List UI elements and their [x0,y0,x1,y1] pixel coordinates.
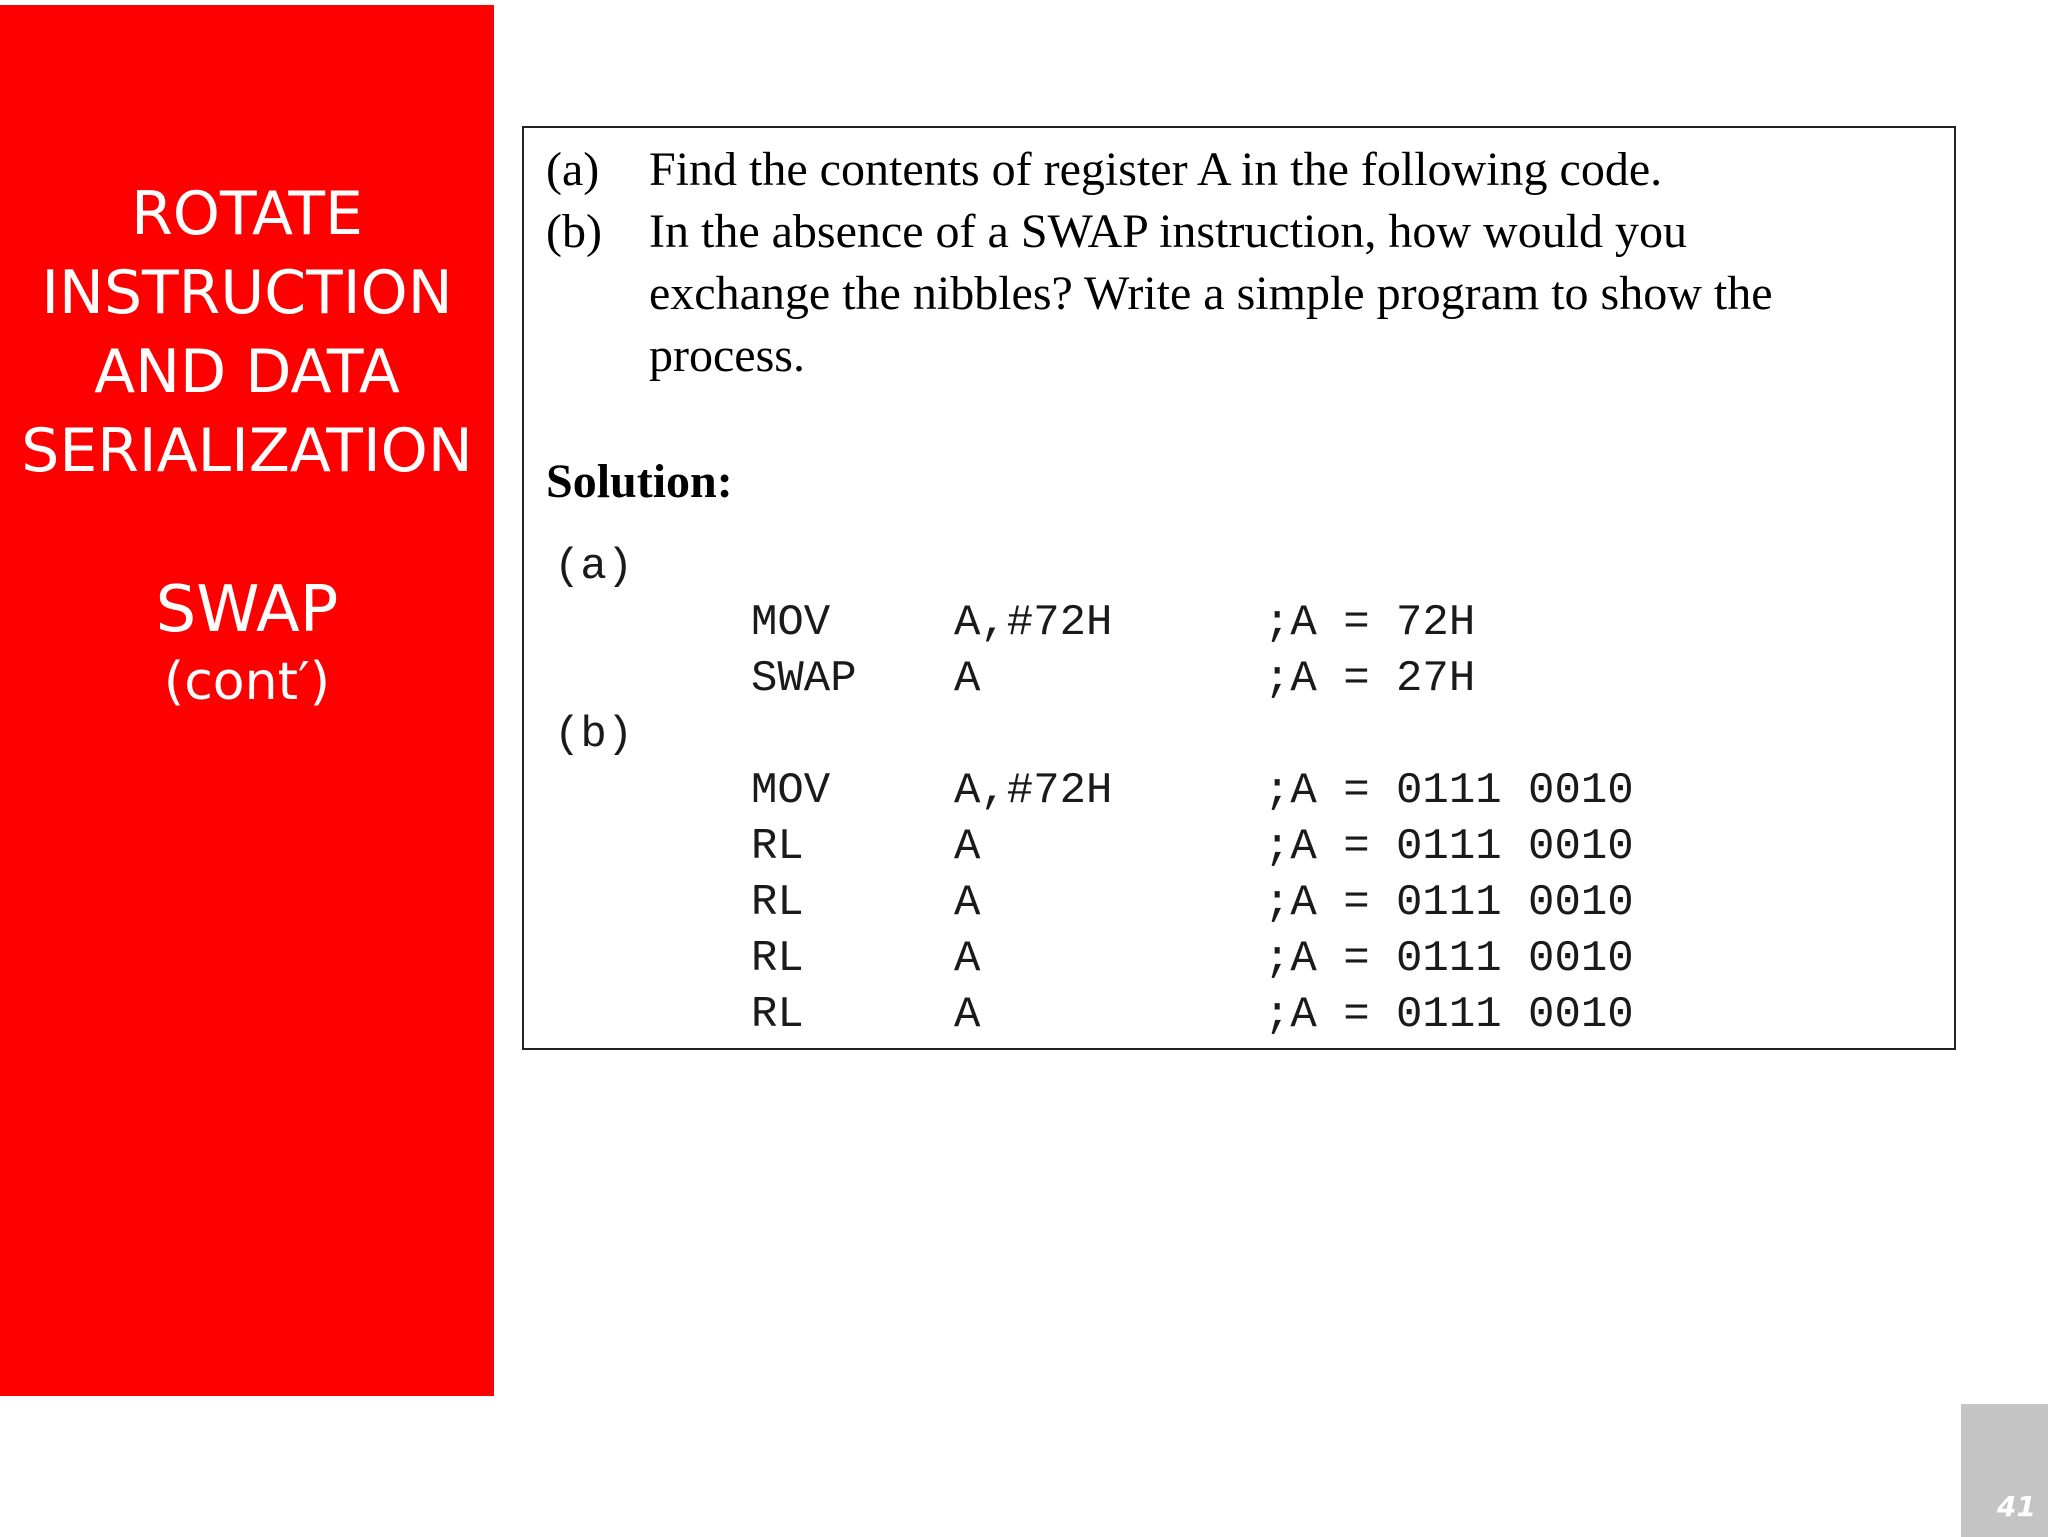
code-op: RL [751,934,804,984]
question-text: process. [649,329,805,382]
code-comment: ;A = 0111 0010 [1264,990,1634,1040]
section-sidebar [0,5,494,1396]
page-number: 41 [1997,1490,2036,1523]
problem-box [522,126,1956,1050]
code-op: RL [751,878,804,928]
question-text: In the absence of a SWAP instruction, how would you [649,205,1688,258]
question-label: (a) [546,143,600,196]
section-title-line: INSTRUCTION [41,258,453,328]
code-comment: ;A = 0111 0010 [1264,878,1634,928]
page-number-badge [1961,1404,2048,1537]
code-comment: ;A = 0111 0010 [1264,822,1634,872]
code-op: RL [751,822,804,872]
section-title [0,175,494,491]
section-title-line: SERIALIZATION [21,416,473,486]
code-op: RL [751,990,804,1040]
code-arg: A [954,934,981,984]
code-arg: A [954,654,981,704]
subtitle-swap: SWAP [155,573,339,647]
code-op: MOV [751,598,831,648]
part-a-label: (a) [554,542,634,592]
code-arg: A [954,990,981,1040]
code-comment: ;A = 0111 0010 [1264,934,1634,984]
code-op: MOV [751,766,831,816]
section-title-line: ROTATE [131,179,363,249]
code-comment: ;A = 72H [1264,598,1476,648]
question-text: exchange the nibbles? Write a simple program to show the [649,267,1773,320]
section-title-line: AND DATA [94,337,400,407]
question-text: Find the contents of register A in the following code. [649,143,1663,196]
question-label: (b) [546,205,602,258]
code-op: SWAP [751,654,857,704]
code-arg: A [954,822,981,872]
part-b-label: (b) [554,710,634,760]
code-arg: A,#72H [954,598,1113,648]
code-comment: ;A = 27H [1264,654,1476,704]
code-arg: A [954,878,981,928]
code-comment: ;A = 0111 0010 [1264,766,1634,816]
code-arg: A,#72H [954,766,1113,816]
section-subtitle [0,570,494,714]
solution-heading: Solution: [546,455,733,508]
subtitle-continued: (cont′) [163,652,331,712]
